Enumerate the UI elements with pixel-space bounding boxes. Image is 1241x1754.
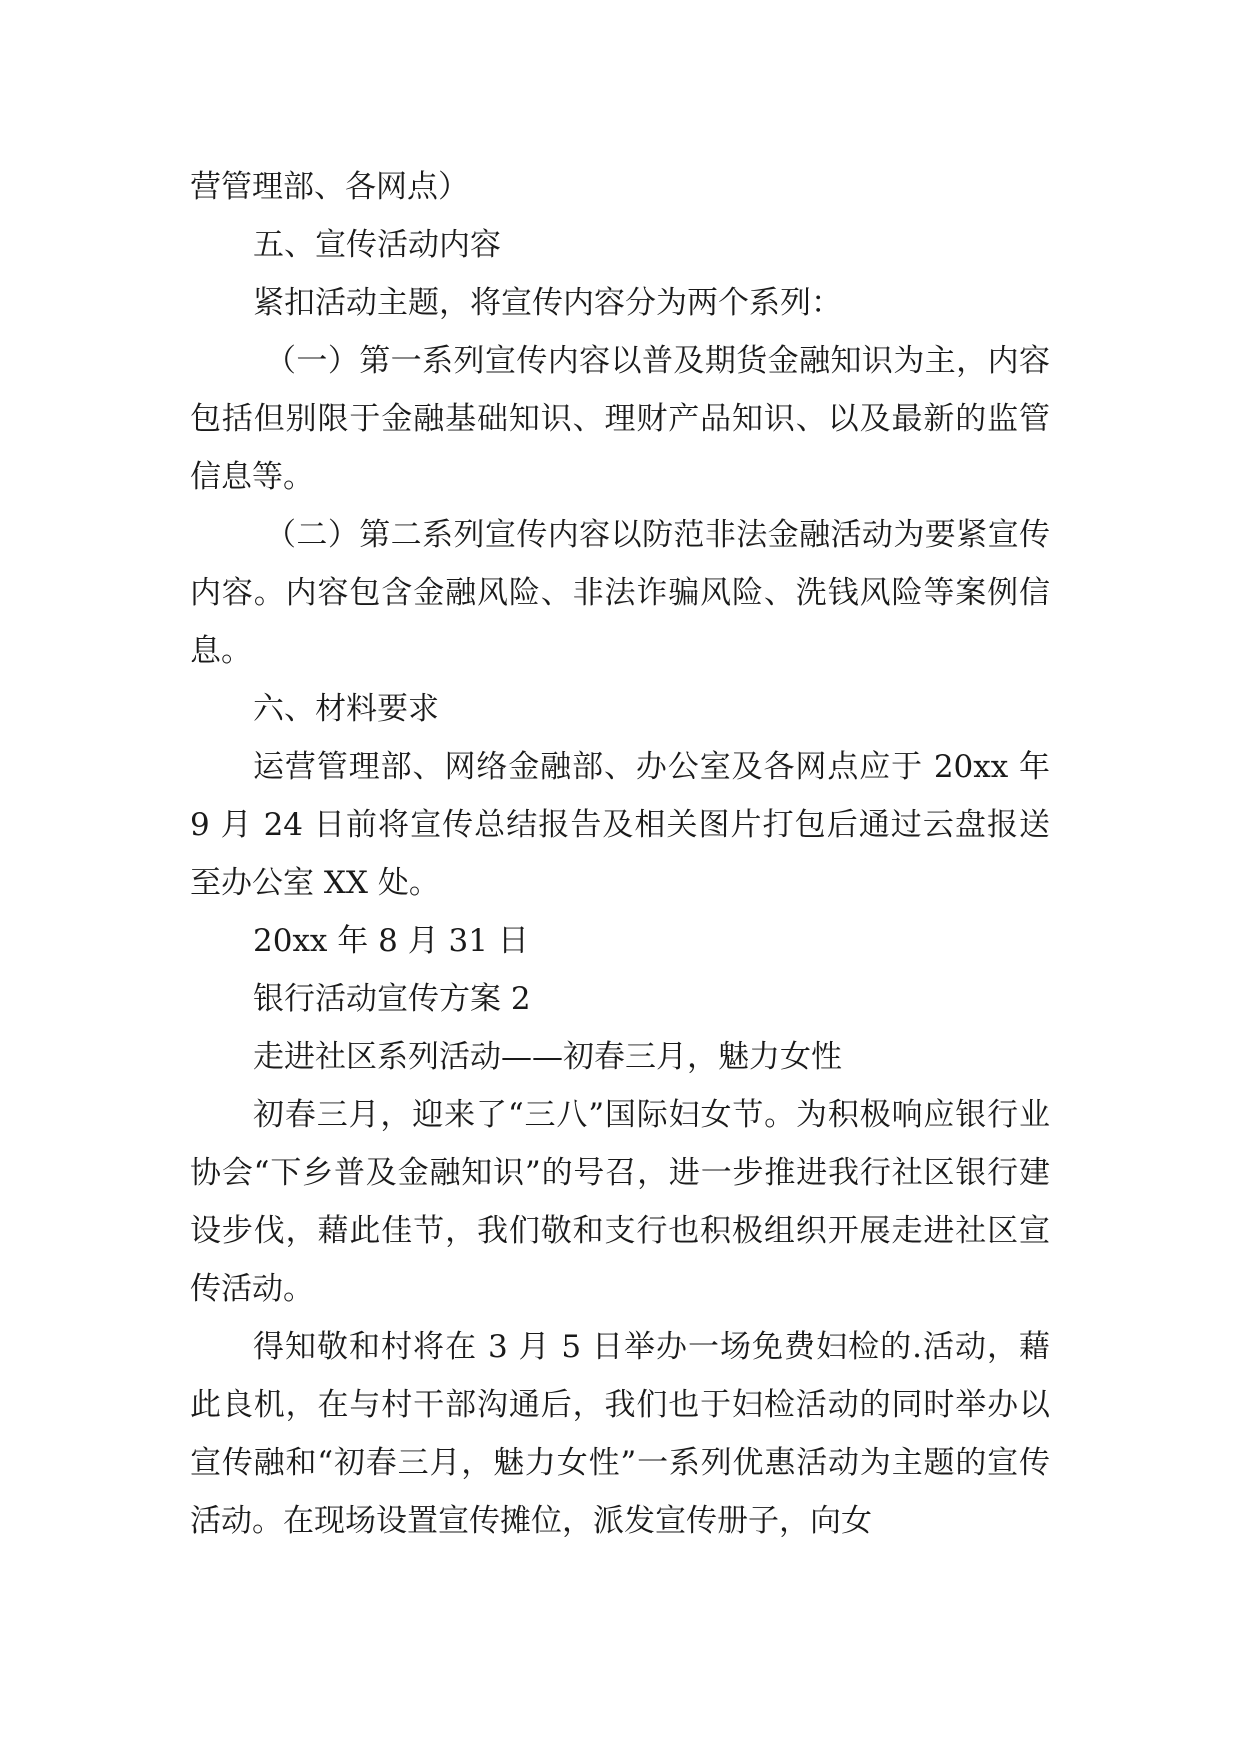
paragraph-material-requirements: 运营管理部、网络金融部、办公室及各网点应于 20xx 年 9 月 24 日前将宣传总结报告及相关图片打包后通过云盘报送至办公室 XX 处。 xyxy=(190,749,1050,901)
document-body xyxy=(190,158,1050,1550)
section-heading-five: 五、宣传活动内容 xyxy=(253,227,501,263)
document-date: 20xx 年 8 月 31 日 xyxy=(253,923,529,959)
paragraph-continuation: 营管理部、各网点） xyxy=(190,169,469,205)
section-heading-six: 六、材料要求 xyxy=(253,691,439,727)
activity-subtitle: 走进社区系列活动——初春三月，魅力女性 xyxy=(253,1039,842,1075)
paragraph-series-one: （一）第一系列宣传内容以普及期货金融知识为主，内容包括但别限于金融基础知识、理财产品知识、以及最新的监管信息等。 xyxy=(190,343,1050,495)
plan-title-2: 银行活动宣传方案 2 xyxy=(253,981,531,1017)
paragraph-health-check-event: 得知敬和村将在 3 月 5 日举办一场免费妇检的.活动，藉此良机，在与村干部沟通后，我们也于妇检活动的同时举办以宣传融和“初春三月，魅力女性”一系列优惠活动为主题的宣传活动。在现场设置宣传摊位，派发宣传册子，向女 xyxy=(190,1329,1050,1539)
paragraph-womens-day: 初春三月，迎来了“三八”国际妇女节。为积极响应银行业协会“下乡普及金融知识”的号召，进一步推进我行社区银行建设步伐，藉此佳节，我们敬和支行也积极组织开展走进社区宣传活动。 xyxy=(190,1097,1050,1307)
paragraph-series-intro: 紧扣活动主题，将宣传内容分为两个系列： xyxy=(253,285,842,321)
paragraph-series-two: （二）第二系列宣传内容以防范非法金融活动为要紧宣传内容。内容包含金融风险、非法诈骗风险、洗钱风险等案例信息。 xyxy=(190,517,1050,669)
